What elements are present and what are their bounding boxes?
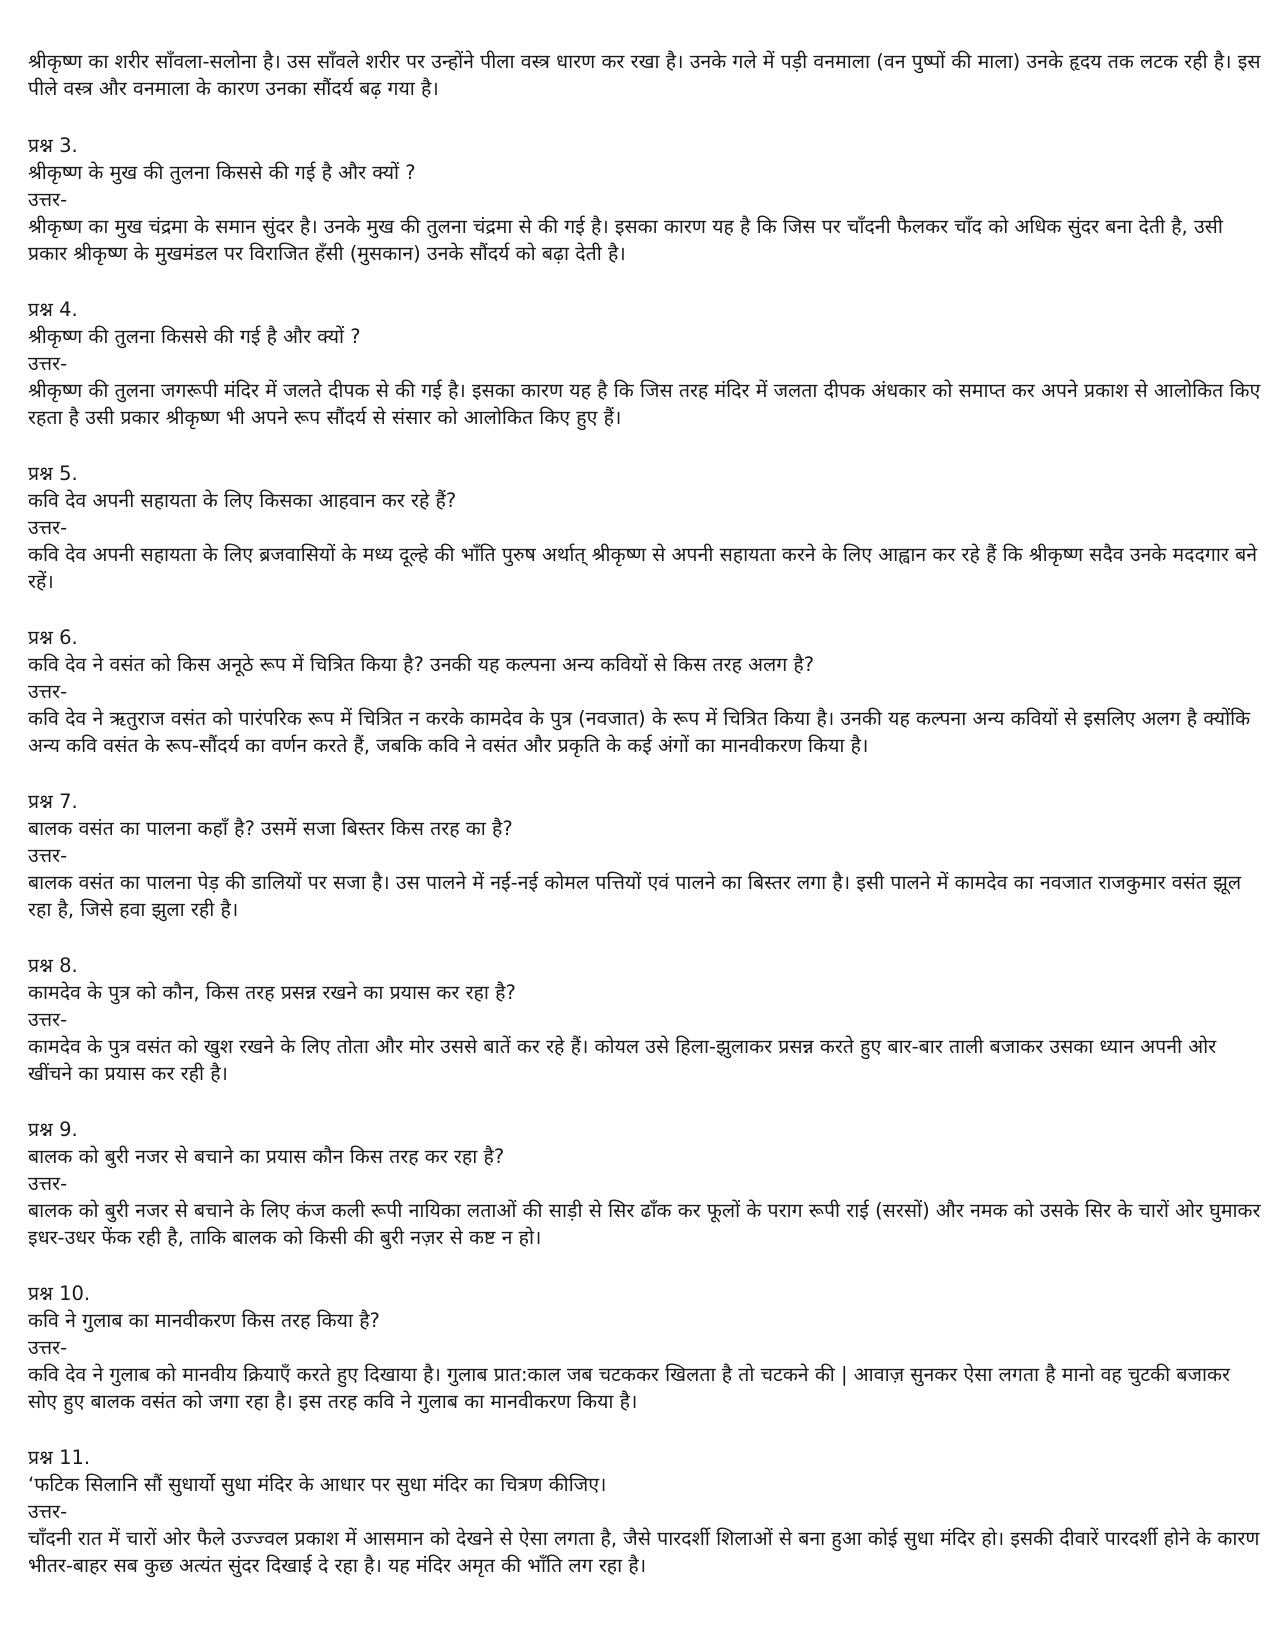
qa-block-7 xyxy=(28,788,1263,923)
answer-label: उत्तर- xyxy=(28,1335,68,1359)
answer-text: चाँदनी रात में चारों ओर फैले उज्ज्वल प्रकाश में आसमान को देखने से ऐसा लगता है, जैसे पारदर्शी शिलाओं से बना हुआ कोई सुधा मंदिर हो। इसकी दीवारें पारदर्शी होने के कारण भीतर-बाहर सब कुछ अत्यंत सुंदर दिखाई दे रहा है। यह मंदिर अमृत की भाँति लग रहा है। xyxy=(28,1526,1260,1577)
answer-text: बालक को बुरी नजर से बचाने के लिए कंज कली रूपी नायिका लताओं की साड़ी से सिर ढाँक कर फूलों के पराग रूपी राई (सरसों) और नमक को उसके सिर के चारों ओर घुमाकर इधर-उधर फेंक रही है, ताकि बालक को किसी की बुरी नज़र से कष्ट न हो। xyxy=(28,1198,1261,1249)
question-number: प्रश्न 3. xyxy=(28,133,78,157)
qa-block-9 xyxy=(28,1116,1263,1251)
answer-text: श्रीकृष्ण का शरीर साँवला-सलोना है। उस साँवले शरीर पर उन्होंने पीला वस्त्र धारण कर रखा है। उनके गले में पड़ी वनमाला (वन पुष्पों की माला) उनके हृदय तक लटक रही है। इस पीले वस्त्र और वनमाला के कारण उनका सौंदर्य बढ़ गया है। xyxy=(28,49,1261,100)
answer-text: कवि देव ने ऋतुराज वसंत को पारंपरिक रूप में चित्रित न करके कामदेव के पुत्र (नवजात) के रूप में चित्रित किया है। उनकी यह कल्पना अन्य कवियों से इसलिए अलग है क्योंकि अन्य कवि वसंत के रूप-सौंदर्य का वर्णन करते हैं, जबकि कवि ने वसंत और प्रकृति के कई अंगों का मानवीकरण किया है। xyxy=(28,706,1251,757)
answer-label: उत्तर- xyxy=(28,1171,68,1195)
document-page xyxy=(28,28,1263,1608)
question-text: कामदेव के पुत्र को कौन, किस तरह प्रसन्न रखने का प्रयास कर रहा है? xyxy=(28,980,516,1004)
qa-block-3 xyxy=(28,132,1263,267)
question-text: बालक को बुरी नजर से बचाने का प्रयास कौन किस तरह कर रहा है? xyxy=(28,1144,505,1168)
answer-label: उत्तर- xyxy=(28,1007,68,1031)
question-text: बालक वसंत का पालना कहाँ है? उसमें सजा बिस्तर किस तरह का है? xyxy=(28,816,513,840)
question-text: कवि ने गुलाब का मानवीकरण किस तरह किया है? xyxy=(28,1308,380,1332)
qa-block-5 xyxy=(28,460,1263,595)
question-number: प्रश्न 8. xyxy=(28,953,78,977)
answer-text: कवि देव ने गुलाब को मानवीय क्रियाएँ करते हुए दिखाया है। गुलाब प्रात:काल जब चटककर खिलता है तो चटकने की | आवाज़ सुनकर ऐसा लगता है मानो वह चुटकी बजाकर सोए हुए बालक वसंत को जगा रहा है। इस तरह कवि ने गुलाब का मानवीकरण किया है। xyxy=(28,1362,1231,1413)
answer-label: उत्तर- xyxy=(28,515,68,539)
qa-block-4 xyxy=(28,296,1263,431)
qa-block-10 xyxy=(28,1280,1263,1415)
answer-label: उत्तर- xyxy=(28,843,68,867)
question-number: प्रश्न 5. xyxy=(28,461,78,485)
qa-block-11 xyxy=(28,1444,1263,1579)
answer-label: उत्तर- xyxy=(28,679,68,703)
answer-label: उत्तर- xyxy=(28,1499,68,1523)
question-number: प्रश्न 7. xyxy=(28,789,78,813)
answer-text: कवि देव अपनी सहायता के लिए ब्रजवासियों के मध्य दूल्हे की भाँति पुरुष अर्थात् श्रीकृष्ण से अपनी सहायता करने के लिए आह्वान कर रहे हैं कि श्रीकृष्ण सदैव उनके मददगार बने रहें। xyxy=(28,542,1258,593)
question-number: प्रश्न 9. xyxy=(28,1117,78,1141)
question-text: कवि देव अपनी सहायता के लिए किसका आहवान कर रहे हैं? xyxy=(28,488,457,512)
question-number: प्रश्न 10. xyxy=(28,1281,91,1305)
qa-block-6 xyxy=(28,624,1263,759)
answer-text: श्रीकृष्ण की तुलना जगरूपी मंदिर में जलते दीपक से की गई है। इसका कारण यह है कि जिस तरह मंदिर में जलता दीपक अंधकार को समाप्त कर अपने प्रकाश से आलोकित किए रहता है उसी प्रकार श्रीकृष्ण भी अपने रूप सौंदर्य से संसार को आलोकित किए हुए हैं। xyxy=(28,378,1261,429)
answer-label: उत्तर- xyxy=(28,351,68,375)
question-number: प्रश्न 11. xyxy=(28,1445,91,1469)
question-text: श्रीकृष्ण के मुख की तुलना किससे की गई है और क्यों ? xyxy=(28,160,416,184)
question-text: श्रीकृष्ण की तुलना किससे की गई है और क्यों ? xyxy=(28,324,361,348)
question-number: प्रश्न 4. xyxy=(28,297,78,321)
question-text: ‘फटिक सिलानि सौं सुधार्यो सुधा मंदिर के आधार पर सुधा मंदिर का चित्रण कीजिए। xyxy=(28,1472,607,1496)
answer-text: बालक वसंत का पालना पेड़ की डालियों पर सजा है। उस पालने में नई-नई कोमल पत्तियों एवं पालने का बिस्तर लगा है। इसी पालने में कामदेव का नवजात राजकुमार वसंत झूल रहा है, जिसे हवा झुला रही है। xyxy=(28,870,1242,921)
answer-label: उत्तर- xyxy=(28,187,68,211)
answer-text: श्रीकृष्ण का मुख चंद्रमा के समान सुंदर है। उनके मुख की तुलना चंद्रमा से की गई है। इसका कारण यह है कि जिस पर चाँदनी फैलकर चाँद को अधिक सुंदर बना देती है, उसी प्रकार श्रीकृष्ण के मुखमंडल पर विराजित हँसी (मुसकान) उनके सौंदर्य को बढ़ा देती है। xyxy=(28,214,1223,265)
answer-text: कामदेव के पुत्र वसंत को खुश रखने के लिए तोता और मोर उससे बातें कर रहे हैं। कोयल उसे हिला-झुलाकर प्रसन्न करते हुए बार-बार ताली बजाकर उसका ध्यान अपनी ओर खींचने का प्रयास कर रही है। xyxy=(28,1034,1217,1085)
intro-answer-block xyxy=(28,48,1263,102)
question-text: कवि देव ने वसंत को किस अनूठे रूप में चित्रित किया है? उनकी यह कल्पना अन्य कवियों से किस तरह अलग है? xyxy=(28,652,815,676)
qa-block-8 xyxy=(28,952,1263,1087)
question-number: प्रश्न 6. xyxy=(28,625,78,649)
